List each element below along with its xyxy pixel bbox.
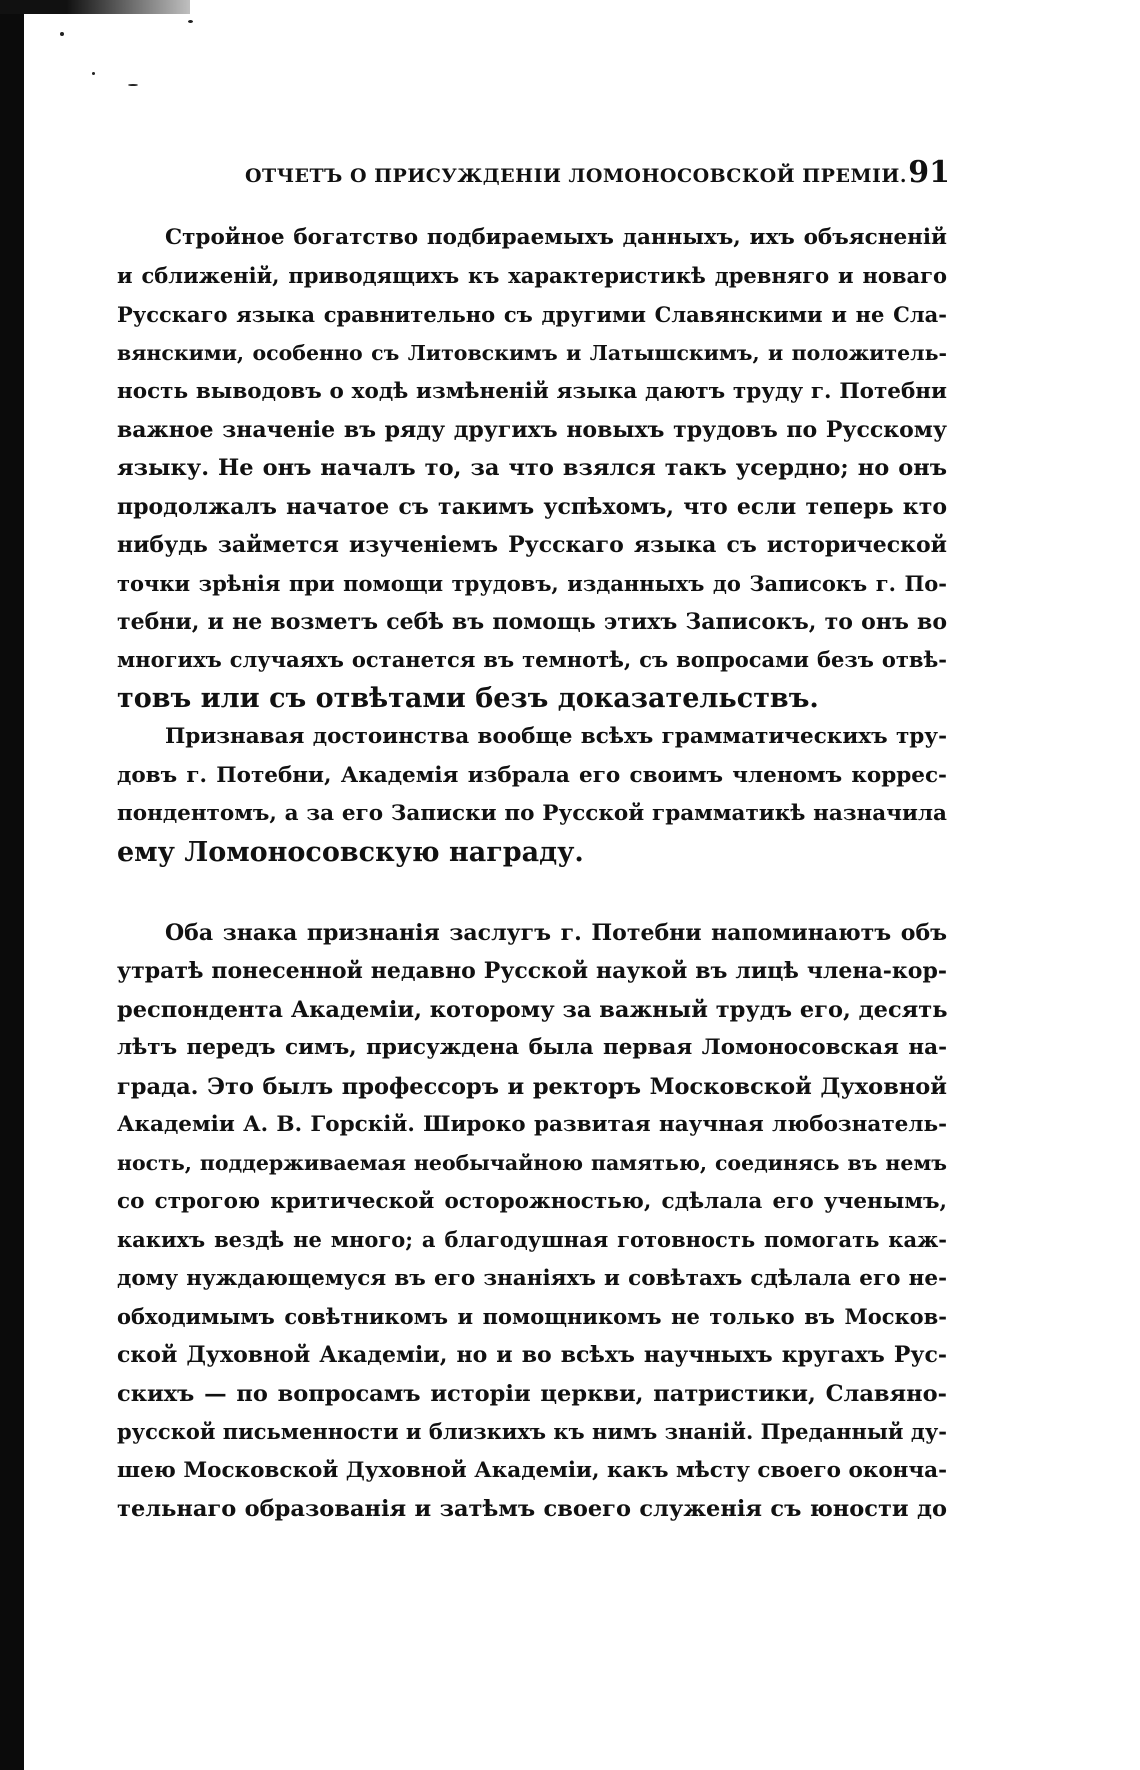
paragraph-gap <box>117 872 947 914</box>
scan-speck <box>60 32 64 36</box>
text-line: какихъ вездѣ не много; а благодушная готовность помогать каж- <box>117 1227 947 1253</box>
text-line: многихъ случаяхъ останется въ темнотѣ, съ вопросами безъ отвѣ- <box>117 647 947 673</box>
text-line: тебни, и не возметъ себѣ въ помощь этихъ Записокъ, то онъ во <box>117 609 947 636</box>
scan-edge-top <box>0 0 190 14</box>
text-line: тельнаго образованія и затѣмъ своего служенія съ юности до <box>117 1496 947 1522</box>
text-line: русской письменности и близкихъ къ нимъ знаній. Преданный ду- <box>117 1419 947 1445</box>
text-line: точки зрѣнія при помощи трудовъ, изданныхъ до Записокъ г. По- <box>117 570 947 596</box>
scan-speck <box>128 84 138 86</box>
text-line: вянскими, особенно съ Литовскимъ и Латышскимъ, и положитель- <box>117 341 947 366</box>
paragraph-3 <box>117 914 947 1529</box>
text-line: нибудь займется изученіемъ Русскаго языка съ исторической <box>117 532 947 559</box>
text-line: товъ или съ отвѣтами безъ доказательствъ. <box>117 682 819 714</box>
paragraph-2 <box>117 718 947 872</box>
text-line: Русскаго языка сравнительно съ другими Славянскими и не Сла- <box>117 301 947 327</box>
text-line: лѣтъ передъ симъ, присуждена была первая Ломоносовская на- <box>117 1035 947 1061</box>
scan-speck <box>188 20 193 23</box>
text-line: продолжалъ начатое съ такимъ успѣхомъ, что если теперь кто <box>117 493 947 520</box>
text-line: ность выводовъ о ходѣ измѣненій языка даютъ труду г. Потебни <box>117 378 947 404</box>
text-line: со строгою критической осторожностью, сдѣлала его ученымъ, <box>117 1188 947 1214</box>
scan-edge <box>0 0 24 1770</box>
text-line: Признавая достоинства вообще всѣхъ грамматическихъ тру- <box>165 724 947 750</box>
text-line: утратѣ понесенной недавно Русской наукой въ лицѣ члена-кор- <box>117 958 947 985</box>
text-line: и сближеній, приводящихъ къ характеристикѣ древняго и новаго <box>117 263 947 289</box>
text-line: ской Духовной Академіи, но и во всѣхъ научныхъ кругахъ Рус- <box>117 1342 947 1369</box>
text-line: респондента Академіи, которому за важный трудъ его, десять <box>117 996 948 1023</box>
text-line: важное значеніе въ ряду другихъ новыхъ трудовъ по Русскому <box>117 417 947 444</box>
running-head: ОТЧЕТЪ О ПРИСУЖДЕНІИ ЛОМОНОСОВСКОЙ ПРЕМІИ. <box>245 165 907 187</box>
text-line: пондентомъ, а за его Записки по Русской грамматикѣ назначила <box>117 801 947 827</box>
text-line: Академіи А. В. Горскій. Широко развитая научная любознатель- <box>117 1111 947 1137</box>
scan-speck <box>92 72 95 75</box>
page-body <box>117 219 947 1528</box>
text-line: дому нуждающемуся въ его знаніяхъ и совѣтахъ сдѣлала его не- <box>117 1265 947 1291</box>
page-number: 91 <box>908 155 950 190</box>
text-line: обходимымъ совѣтникомъ и помощникомъ не только въ Москов- <box>117 1303 947 1329</box>
text-line: Оба знака признанія заслугъ г. Потебни напоминаютъ объ <box>165 919 947 946</box>
text-line: шею Московской Духовной Академіи, какъ мѣсту своего оконча- <box>117 1457 947 1483</box>
text-line: довъ г. Потебни, Академія избрала его своимъ членомъ коррес- <box>117 762 947 788</box>
text-line: Стройное богатство подбираемыхъ данныхъ, ихъ объясненій <box>165 225 947 250</box>
text-line: града. Это былъ профессоръ и ректоръ Московской Духовной <box>117 1073 947 1100</box>
text-line: скихъ — по вопросамъ исторіи церкви, патристики, Славяно- <box>117 1380 947 1407</box>
page-header <box>245 155 950 190</box>
paragraph-1 <box>117 219 947 718</box>
text-line: ность, поддерживаемая необычайною памятью, соединясь въ немъ <box>117 1151 947 1176</box>
text-line: языку. Не онъ началъ то, за что взялся такъ усердно; но онъ <box>117 455 947 482</box>
text-line: ему Ломоносовскую награду. <box>117 836 584 868</box>
